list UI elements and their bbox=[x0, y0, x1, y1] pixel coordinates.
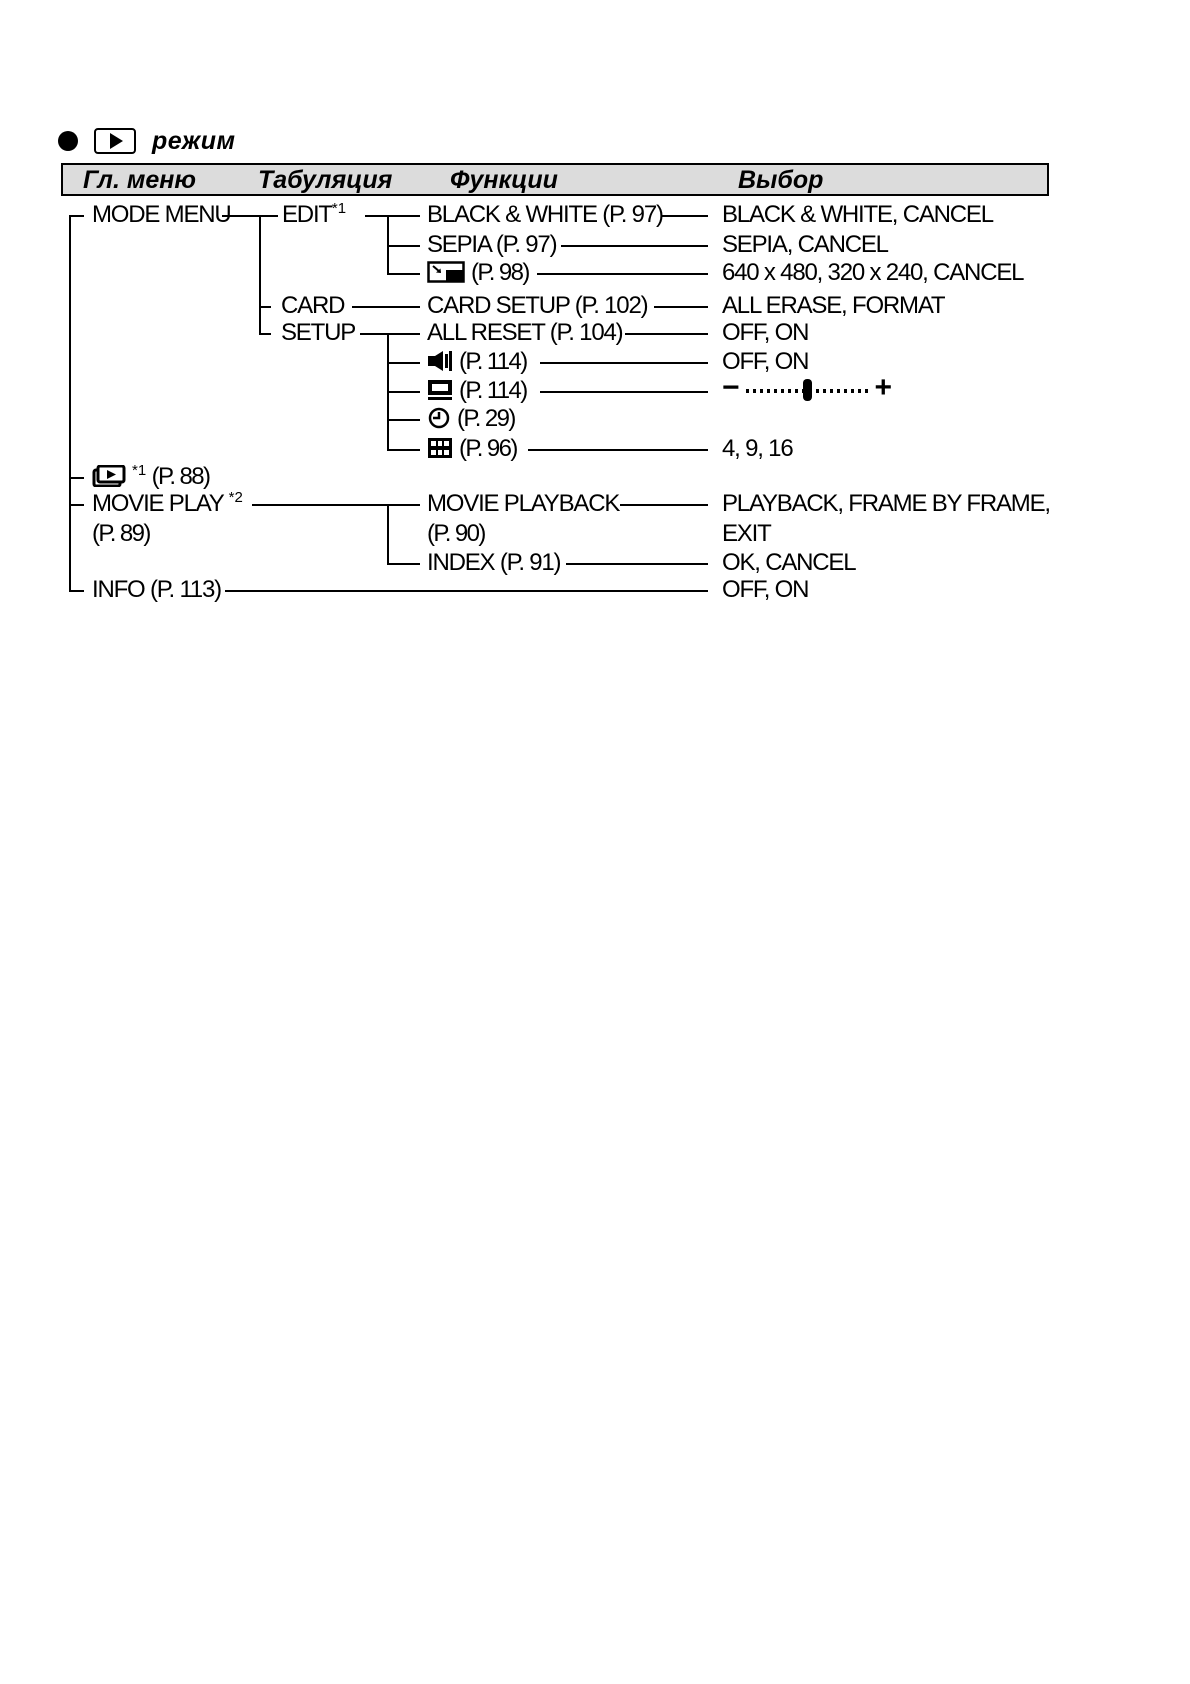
column-main-menu: Гл. меню bbox=[83, 166, 196, 194]
option-resize: 640 x 480, 320 x 240, CANCEL bbox=[722, 259, 1024, 286]
option-beep: OFF, ON bbox=[722, 348, 809, 375]
function-index: INDEX (P. 91) bbox=[427, 549, 561, 576]
speaker-icon bbox=[427, 350, 453, 372]
function-monitor-brightness bbox=[427, 377, 527, 405]
function-index-display bbox=[427, 435, 517, 463]
option-index: OK, CANCEL bbox=[722, 549, 856, 576]
slider-thumb bbox=[803, 379, 812, 401]
function-all-reset: ALL RESET (P. 104) bbox=[427, 319, 623, 346]
slider-max-symbol: + bbox=[874, 371, 892, 404]
edit-label: EDIT bbox=[282, 201, 332, 228]
option-all-reset: OFF, ON bbox=[722, 319, 809, 346]
monitor-page-ref: (P. 114) bbox=[459, 377, 527, 404]
menu-mode-menu: MODE MENU bbox=[92, 201, 231, 228]
function-resize bbox=[427, 259, 529, 287]
menu-movie-play bbox=[92, 490, 243, 518]
playback-mode-heading bbox=[58, 124, 236, 158]
option-info: OFF, ON bbox=[722, 576, 809, 603]
column-header bbox=[61, 163, 1049, 196]
index-grid-icon bbox=[427, 437, 453, 459]
menu-info: INFO (P. 113) bbox=[92, 576, 221, 603]
option-black-white: BLACK & WHITE, CANCEL bbox=[722, 201, 993, 228]
option-movie-playback-line1: PLAYBACK, FRAME BY FRAME, bbox=[722, 490, 1050, 517]
option-index-display: 4, 9, 16 bbox=[722, 435, 793, 462]
movie-play-page-ref: (P. 89) bbox=[92, 520, 150, 547]
menu-album bbox=[92, 463, 209, 491]
column-functions: Функции bbox=[450, 166, 558, 194]
option-card-setup: ALL ERASE, FORMAT bbox=[722, 292, 945, 319]
resize-icon bbox=[427, 261, 465, 283]
footnote-marker: *2 bbox=[228, 489, 243, 506]
album-icon bbox=[92, 465, 126, 487]
column-selection: Выбор bbox=[738, 166, 824, 194]
brightness-slider bbox=[722, 371, 892, 405]
function-black-white: BLACK & WHITE (P. 97) bbox=[427, 201, 663, 228]
movie-playback-page-ref: (P. 90) bbox=[427, 520, 485, 547]
option-sepia: SEPIA, CANCEL bbox=[722, 231, 888, 258]
function-beep bbox=[427, 348, 527, 376]
footnote-marker: *1 bbox=[331, 200, 347, 217]
resize-page-ref: (P. 98) bbox=[471, 259, 529, 286]
slider-min-symbol: − bbox=[722, 371, 740, 404]
monitor-icon bbox=[427, 379, 453, 401]
column-tab: Табуляция bbox=[258, 166, 393, 194]
function-movie-playback: MOVIE PLAYBACK bbox=[427, 490, 620, 517]
tab-edit bbox=[282, 201, 346, 229]
album-page-ref: (P. 88) bbox=[151, 463, 210, 490]
playback-mode-icon bbox=[94, 128, 136, 154]
function-sepia: SEPIA (P. 97) bbox=[427, 231, 557, 258]
beep-page-ref: (P. 114) bbox=[459, 348, 527, 375]
movie-play-label: MOVIE PLAY bbox=[92, 490, 224, 517]
tab-card: CARD bbox=[281, 292, 345, 319]
clock-page-ref: (P. 29) bbox=[457, 405, 515, 432]
option-movie-playback-line2: EXIT bbox=[722, 520, 771, 547]
tab-setup: SETUP bbox=[281, 319, 356, 346]
mode-label: режим bbox=[152, 126, 236, 155]
clock-icon bbox=[427, 407, 451, 429]
bullet-icon bbox=[58, 131, 78, 151]
function-clock bbox=[427, 405, 515, 433]
footnote-marker: *1 bbox=[132, 462, 147, 479]
index-display-page-ref: (P. 96) bbox=[459, 435, 517, 462]
function-card-setup: CARD SETUP (P. 102) bbox=[427, 292, 648, 319]
